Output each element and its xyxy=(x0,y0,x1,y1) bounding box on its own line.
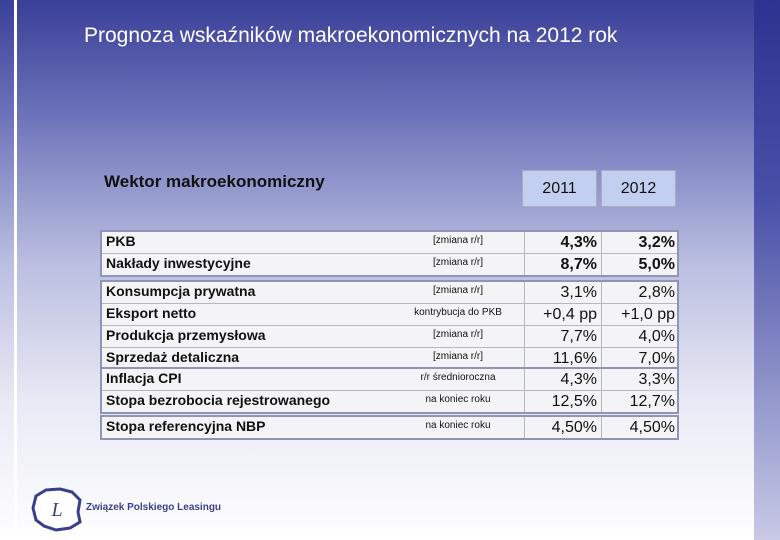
value-2011: +0,4 pp xyxy=(524,304,600,325)
table-group xyxy=(100,367,679,414)
value-2012: 3,2% xyxy=(601,232,677,253)
table-row xyxy=(102,253,677,275)
table-row xyxy=(102,390,677,412)
value-2012: 2,8% xyxy=(601,282,677,303)
table-row xyxy=(102,347,677,369)
value-2012: 4,50% xyxy=(601,417,677,438)
value-2011: 4,3% xyxy=(524,369,600,390)
table-group xyxy=(100,415,679,440)
indicator-label: Konsumpcja prywatna xyxy=(106,283,256,299)
indicator-unit: [zmiana r/r] xyxy=(432,257,483,268)
value-2012: 3,3% xyxy=(601,369,677,390)
value-2012: +1,0 pp xyxy=(601,304,677,325)
indicator-label: PKB xyxy=(106,233,136,249)
value-2012: 12,7% xyxy=(601,391,677,412)
table-group xyxy=(100,230,679,277)
table-row xyxy=(102,417,677,438)
table-row xyxy=(102,282,677,303)
section-label: Wektor makroekonomiczny xyxy=(104,172,325,191)
value-2011: 4,3% xyxy=(524,232,600,253)
zpl-logo-text: Związek Polskiego Leasingu xyxy=(86,502,222,513)
table-row xyxy=(102,232,677,253)
indicator-unit: na koniec roku xyxy=(425,420,491,431)
value-2011: 3,1% xyxy=(524,282,600,303)
indicator-label: Produkcja przemysłowa xyxy=(106,327,266,343)
indicator-label: Stopa referencyjna NBP xyxy=(106,418,266,434)
indicator-unit: na koniec roku xyxy=(425,394,491,405)
table-row xyxy=(102,303,677,325)
indicator-label: Nakłady inwestycyjne xyxy=(106,255,251,271)
left-border-line xyxy=(14,0,17,540)
value-2011: 12,5% xyxy=(524,391,600,412)
value-2012: 5,0% xyxy=(601,254,677,275)
value-2011: 8,7% xyxy=(524,254,600,275)
value-2011: 7,7% xyxy=(524,326,600,347)
table-row xyxy=(102,325,677,347)
indicator-label: Eksport netto xyxy=(106,305,197,321)
indicator-label: Inflacja CPI xyxy=(106,370,182,386)
table-row xyxy=(102,369,677,390)
value-2012: 4,0% xyxy=(601,326,677,347)
slide-title: Prognoza wskaźników makroekonomicznych na 2012 rok xyxy=(84,24,618,47)
value-2011: 4,50% xyxy=(524,417,600,438)
value-2011: 11,6% xyxy=(524,348,600,369)
indicator-unit: [zmiana r/r] xyxy=(432,235,483,246)
svg-text:L: L xyxy=(51,499,63,521)
indicator-unit: [zmiana r/r] xyxy=(432,285,483,296)
indicator-label: Stopa bezrobocia rejestrowanego xyxy=(106,392,331,408)
year-header-2011: 2011 xyxy=(522,170,597,207)
indicator-label: Sprzedaż detaliczna xyxy=(106,349,240,365)
indicator-unit: r/r średnioroczna xyxy=(420,372,496,383)
right-side-bar xyxy=(754,0,780,540)
year-header-2012: 2012 xyxy=(601,170,676,207)
indicator-unit: kontrybucja do PKB xyxy=(414,307,502,318)
indicator-unit: [zmiana r/r] xyxy=(432,329,483,340)
value-2012: 7,0% xyxy=(601,348,677,369)
zpl-logo-icon xyxy=(30,486,84,532)
indicator-unit: [zmiana r/r] xyxy=(432,351,483,362)
table-group xyxy=(100,280,679,371)
